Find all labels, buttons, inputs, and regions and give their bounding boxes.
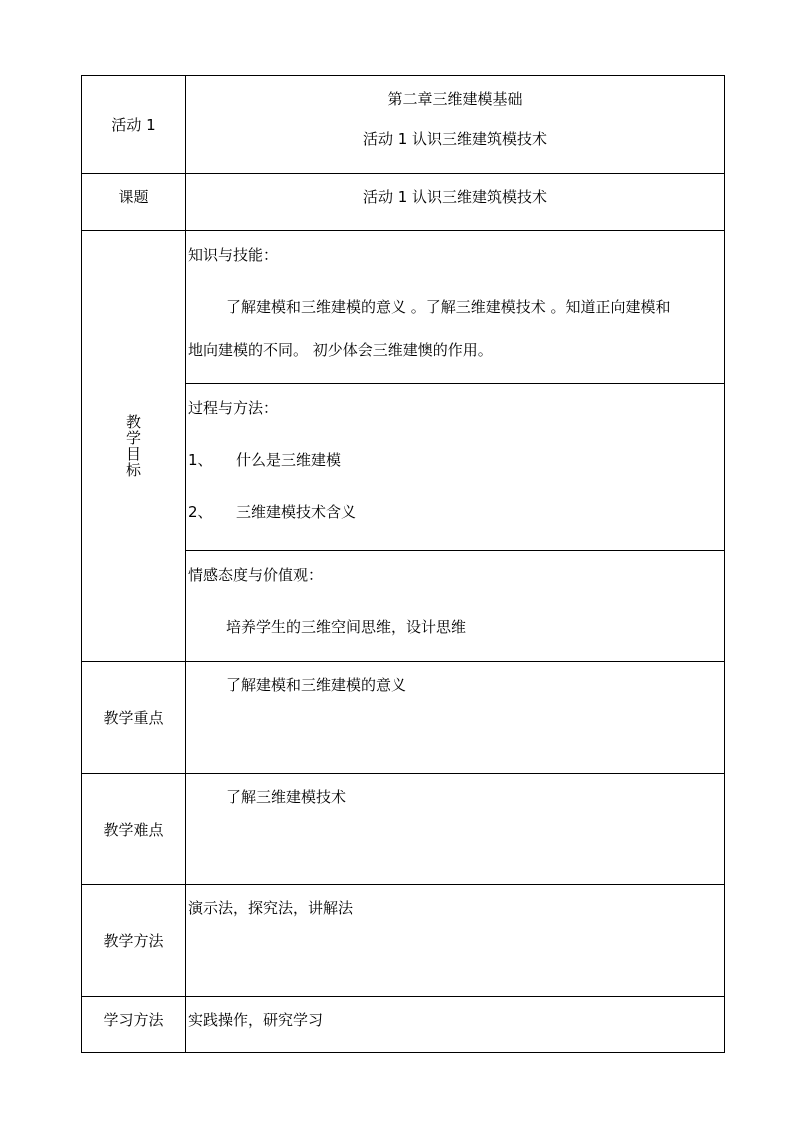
key-points-value: 了解建模和三维建模的意义 — [226, 676, 407, 694]
key-points-content-cell — [186, 662, 725, 774]
difficulties-label: 教学难点 — [103, 820, 164, 839]
knowledge-line-2: 地向建模的不同。 初少体会三维建懊的作用。 — [188, 341, 493, 359]
topic-row — [82, 174, 725, 231]
key-points-row — [82, 662, 725, 774]
activity-label-cell — [82, 76, 186, 174]
process-item-1-number: 1、 — [188, 451, 213, 469]
methods-content-cell — [186, 885, 725, 997]
activity-title: 活动 1 认识三维建筑模技术 — [362, 130, 548, 148]
methods-value: 演示法，探究法，讲解法 — [188, 899, 354, 917]
attitude-cell — [186, 551, 725, 662]
attitude-heading: 情感态度与价值观： — [188, 566, 324, 584]
objectives-label-char: 目 — [125, 444, 141, 463]
objectives-label-char: 学 — [125, 428, 141, 447]
learning-row — [82, 997, 725, 1053]
process-heading: 过程与方法： — [188, 399, 279, 417]
knowledge-cell — [186, 231, 725, 384]
objectives-knowledge-row — [82, 231, 725, 384]
objectives-label-char: 教 — [125, 412, 141, 431]
key-points-label: 教学重点 — [103, 709, 164, 727]
objectives-label-cell — [82, 231, 186, 662]
activity-content-cell — [186, 76, 725, 174]
difficulties-content-cell — [186, 774, 725, 885]
objectives-label-char: 标 — [125, 460, 141, 479]
process-item-2 — [186, 501, 724, 522]
topic-value: 活动 1 认识三维建筑模技术 — [362, 188, 548, 206]
learning-content-cell — [186, 997, 725, 1053]
attitude-text: 培养学生的三维空间思维，设计思维 — [226, 618, 467, 636]
objectives-label-vertical — [126, 414, 142, 478]
activity-label: 活动 1 — [111, 116, 156, 134]
learning-label-cell — [82, 997, 186, 1053]
chapter-title: 第二章三维建模基础 — [387, 90, 523, 108]
activity-row — [82, 76, 725, 174]
difficulties-label-cell — [82, 774, 186, 885]
process-item-2-number: 2、 — [188, 503, 213, 521]
methods-label: 教学方法 — [103, 932, 164, 950]
process-item-1 — [186, 449, 724, 470]
learning-value: 实践操作，研究学习 — [188, 1011, 324, 1029]
process-item-2-text: 三维建模技术含义 — [236, 503, 357, 521]
methods-row — [82, 885, 725, 997]
process-item-1-text: 什么是三维建模 — [236, 451, 342, 469]
learning-label: 学习方法 — [103, 1011, 164, 1029]
difficulties-value: 了解三维建模技术 — [226, 788, 347, 806]
topic-label-cell — [82, 174, 186, 231]
topic-label: 课题 — [118, 188, 149, 206]
lesson-plan-table — [81, 75, 725, 1053]
difficulties-row — [82, 774, 725, 885]
key-points-label-cell — [82, 662, 186, 774]
knowledge-heading: 知识与技能： — [188, 246, 279, 264]
process-cell — [186, 384, 725, 551]
topic-content-cell — [186, 174, 725, 231]
methods-label-cell — [82, 885, 186, 997]
knowledge-line-1: 了解建模和三维建模的意义 。了解三维建模技术 。知道正向建模和 — [226, 298, 671, 316]
